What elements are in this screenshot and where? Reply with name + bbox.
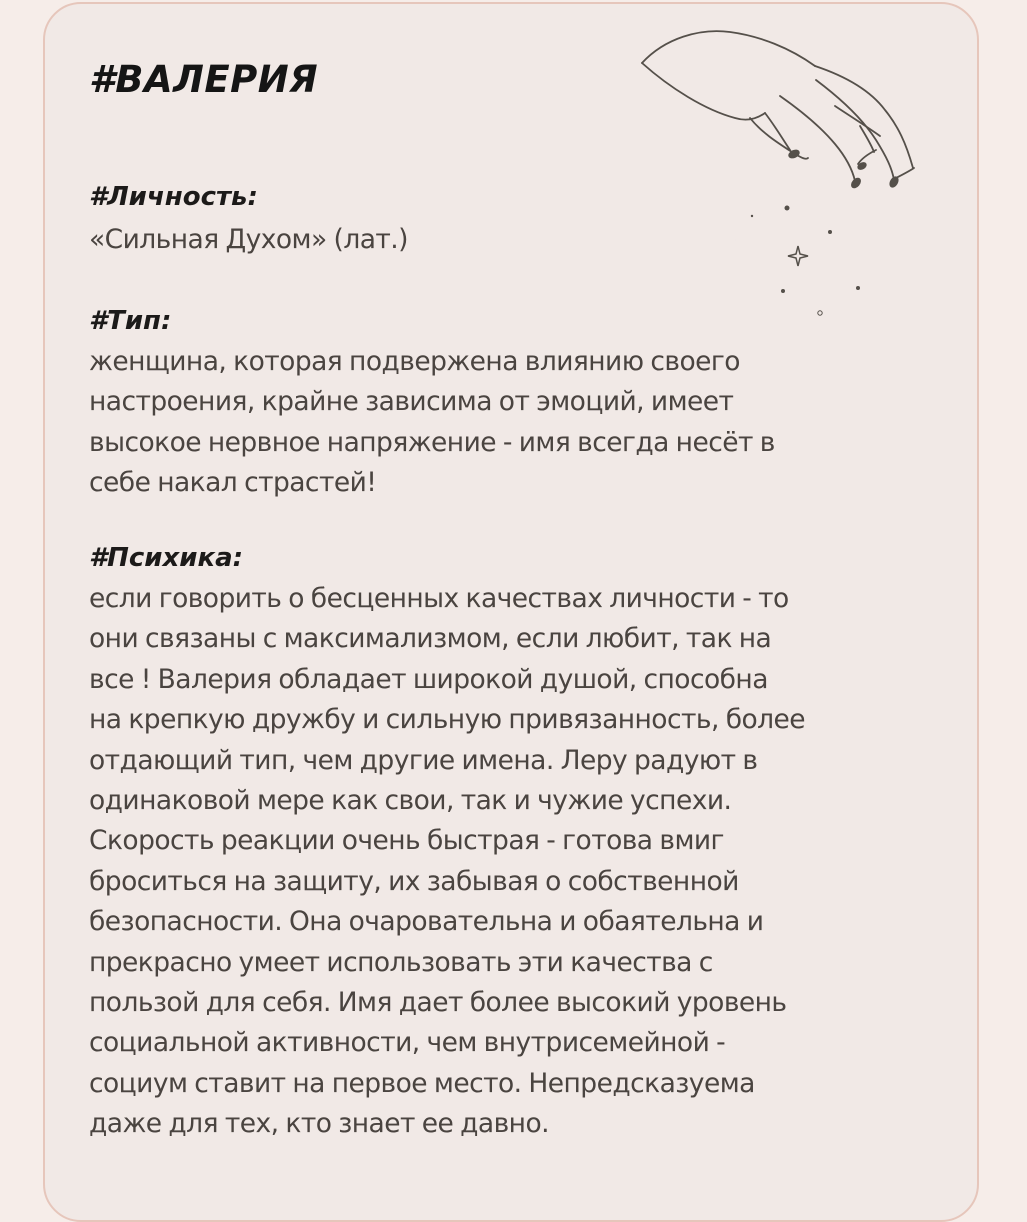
text-line: социум ставит на первое место. Непредсказуема	[89, 1067, 755, 1099]
text-line: на крепкую дружбу и сильную привязанность, более	[89, 704, 806, 736]
sparkle-star-icon	[788, 246, 808, 266]
text-line: если говорить о бесценных качествах личности - то	[89, 583, 789, 614]
stars-decoration	[751, 206, 860, 316]
text-line: все ! Валерия обладает широкой душой, способна	[89, 663, 768, 695]
text-line: отдающий тип, чем другие имена. Леру радуют в	[89, 744, 758, 776]
text-line: себе накал страстей!	[89, 467, 377, 499]
section-type	[89, 300, 969, 504]
section-heading-type: #Тип:	[89, 306, 172, 336]
section-text-psyche	[89, 579, 969, 1145]
text-line: пользой для себя. Имя дает более высокий уровень	[89, 987, 787, 1019]
text-line: Скорость реакции очень быстрая - готова вмиг	[89, 825, 724, 857]
page-title: #ВАЛЕРИЯ	[89, 58, 319, 101]
text-line: броситься на защиту, их забывая о собственной	[89, 865, 739, 897]
section-heading-psyche: #Психика:	[89, 543, 244, 573]
text-line: высокое нервное напряжение - имя всегда несёт в	[89, 426, 775, 458]
text-line: прекрасно умеет использовать эти качества с	[89, 946, 713, 978]
text-line: «Сильная Духом» (лат.)	[89, 224, 408, 255]
hand-icon	[642, 31, 914, 181]
text-line: женщина, которая подвержена влиянию своего	[89, 346, 740, 377]
section-text-type	[89, 342, 969, 504]
crescent-moon-icon	[736, 228, 762, 257]
text-line: одинаковой мере как свои, так и чужие успехи.	[89, 785, 732, 817]
section-psyche	[89, 537, 969, 1145]
text-line: безопасности. Она очаровательна и обаятельна и	[89, 906, 764, 938]
section-heading-personality: #Личность:	[89, 182, 258, 212]
text-line: они связаны с максимализмом, если любит, так на	[89, 623, 772, 655]
text-line: настроения, крайне зависима от эмоций, имеет	[89, 386, 734, 418]
hand-illustration	[630, 18, 930, 328]
text-line: социальной активности, чем внутрисемейной -	[89, 1027, 726, 1059]
text-line: даже для тех, кто знает ее давно.	[89, 1108, 549, 1140]
